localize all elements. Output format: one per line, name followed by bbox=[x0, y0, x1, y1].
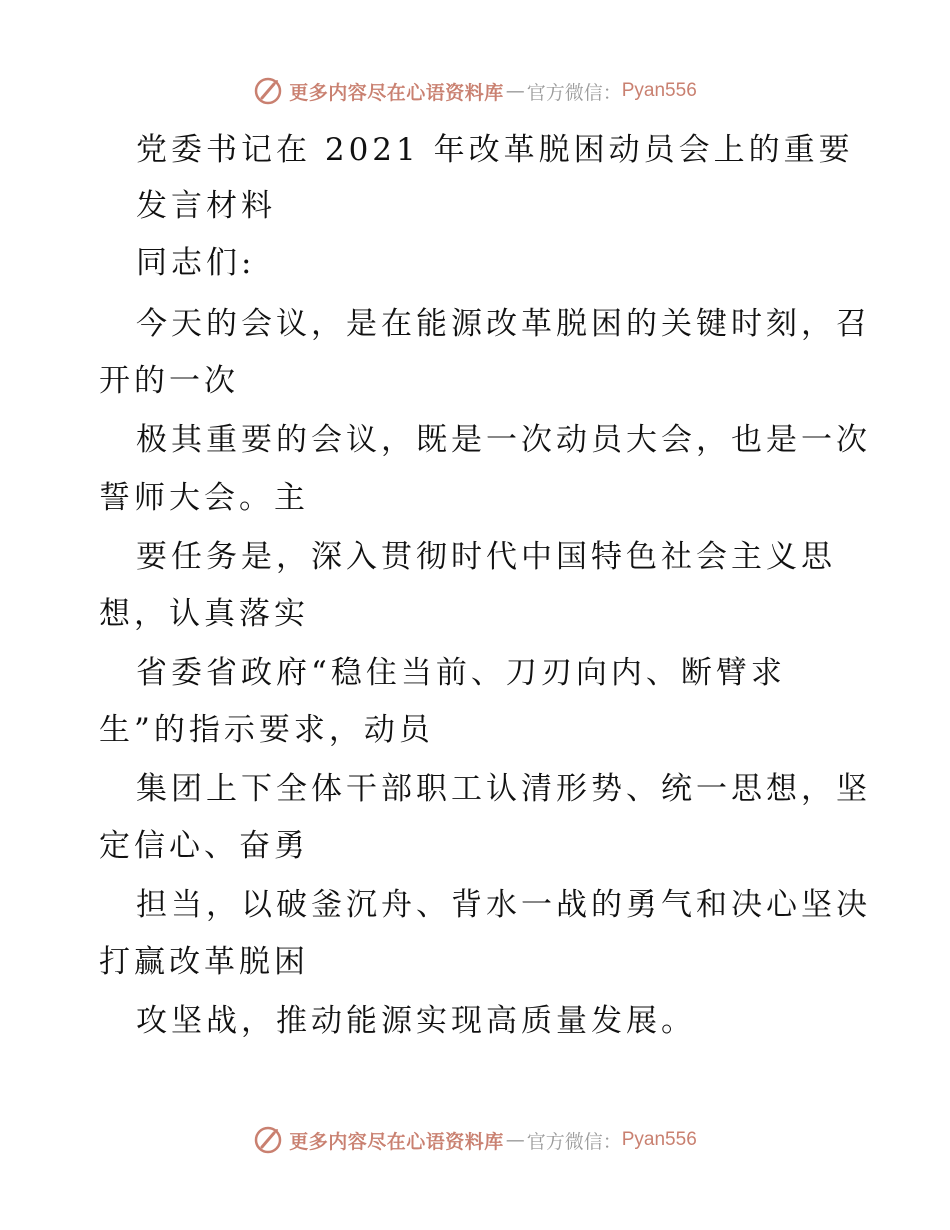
paragraph-line: 誓师大会。主 bbox=[99, 480, 309, 516]
paragraph-line: 定信心、奋勇 bbox=[99, 828, 309, 864]
paragraph-line: 今天的会议，是在能源改革脱困的关键时刻，召 bbox=[136, 306, 871, 342]
paragraph-line: 打赢改革脱困 bbox=[99, 944, 309, 980]
paragraph-line: 担当，以破釜沉舟、背水一战的勇气和决心坚决 bbox=[136, 887, 871, 923]
paragraph-line: 生”的指示要求，动员 bbox=[99, 712, 434, 748]
document-title-line-1: 党委书记在 2021 年改革脱困动员会上的重要 bbox=[136, 132, 854, 168]
paragraph-line: 想，认真落实 bbox=[99, 596, 309, 632]
banner-dash: — bbox=[505, 80, 525, 102]
banner-wechat-handle: Pyan556 bbox=[621, 1129, 697, 1150]
paragraph-line: 省委省政府“稳住当前、刀刃向内、断臂求 bbox=[136, 655, 786, 691]
banner-site-text: 更多内容尽在心语资料库 bbox=[289, 81, 504, 104]
paragraph-line: 攻坚战，推动能源实现高质量发展。 bbox=[136, 1003, 696, 1039]
quill-logo-icon bbox=[253, 76, 283, 106]
header-watermark-banner bbox=[0, 71, 950, 111]
paragraph-line: 要任务是，深入贯彻时代中国特色社会主义思 bbox=[136, 539, 836, 575]
footer-watermark-banner bbox=[0, 1120, 950, 1160]
paragraph-line: 开的一次 bbox=[99, 363, 239, 399]
document-title-line-2: 发言材料 bbox=[136, 188, 276, 224]
banner-dash: — bbox=[505, 1129, 525, 1151]
banner-wechat-handle: Pyan556 bbox=[621, 80, 697, 101]
quill-logo-icon bbox=[253, 1125, 283, 1155]
paragraph-line: 极其重要的会议，既是一次动员大会，也是一次 bbox=[136, 422, 871, 458]
banner-wechat-label: 官方微信： bbox=[526, 1130, 622, 1153]
banner-wechat-label: 官方微信： bbox=[526, 81, 622, 104]
banner-site-text: 更多内容尽在心语资料库 bbox=[289, 1130, 504, 1153]
salutation: 同志们: bbox=[136, 245, 256, 281]
paragraph-line: 集团上下全体干部职工认清形势、统一思想，坚 bbox=[136, 771, 871, 807]
